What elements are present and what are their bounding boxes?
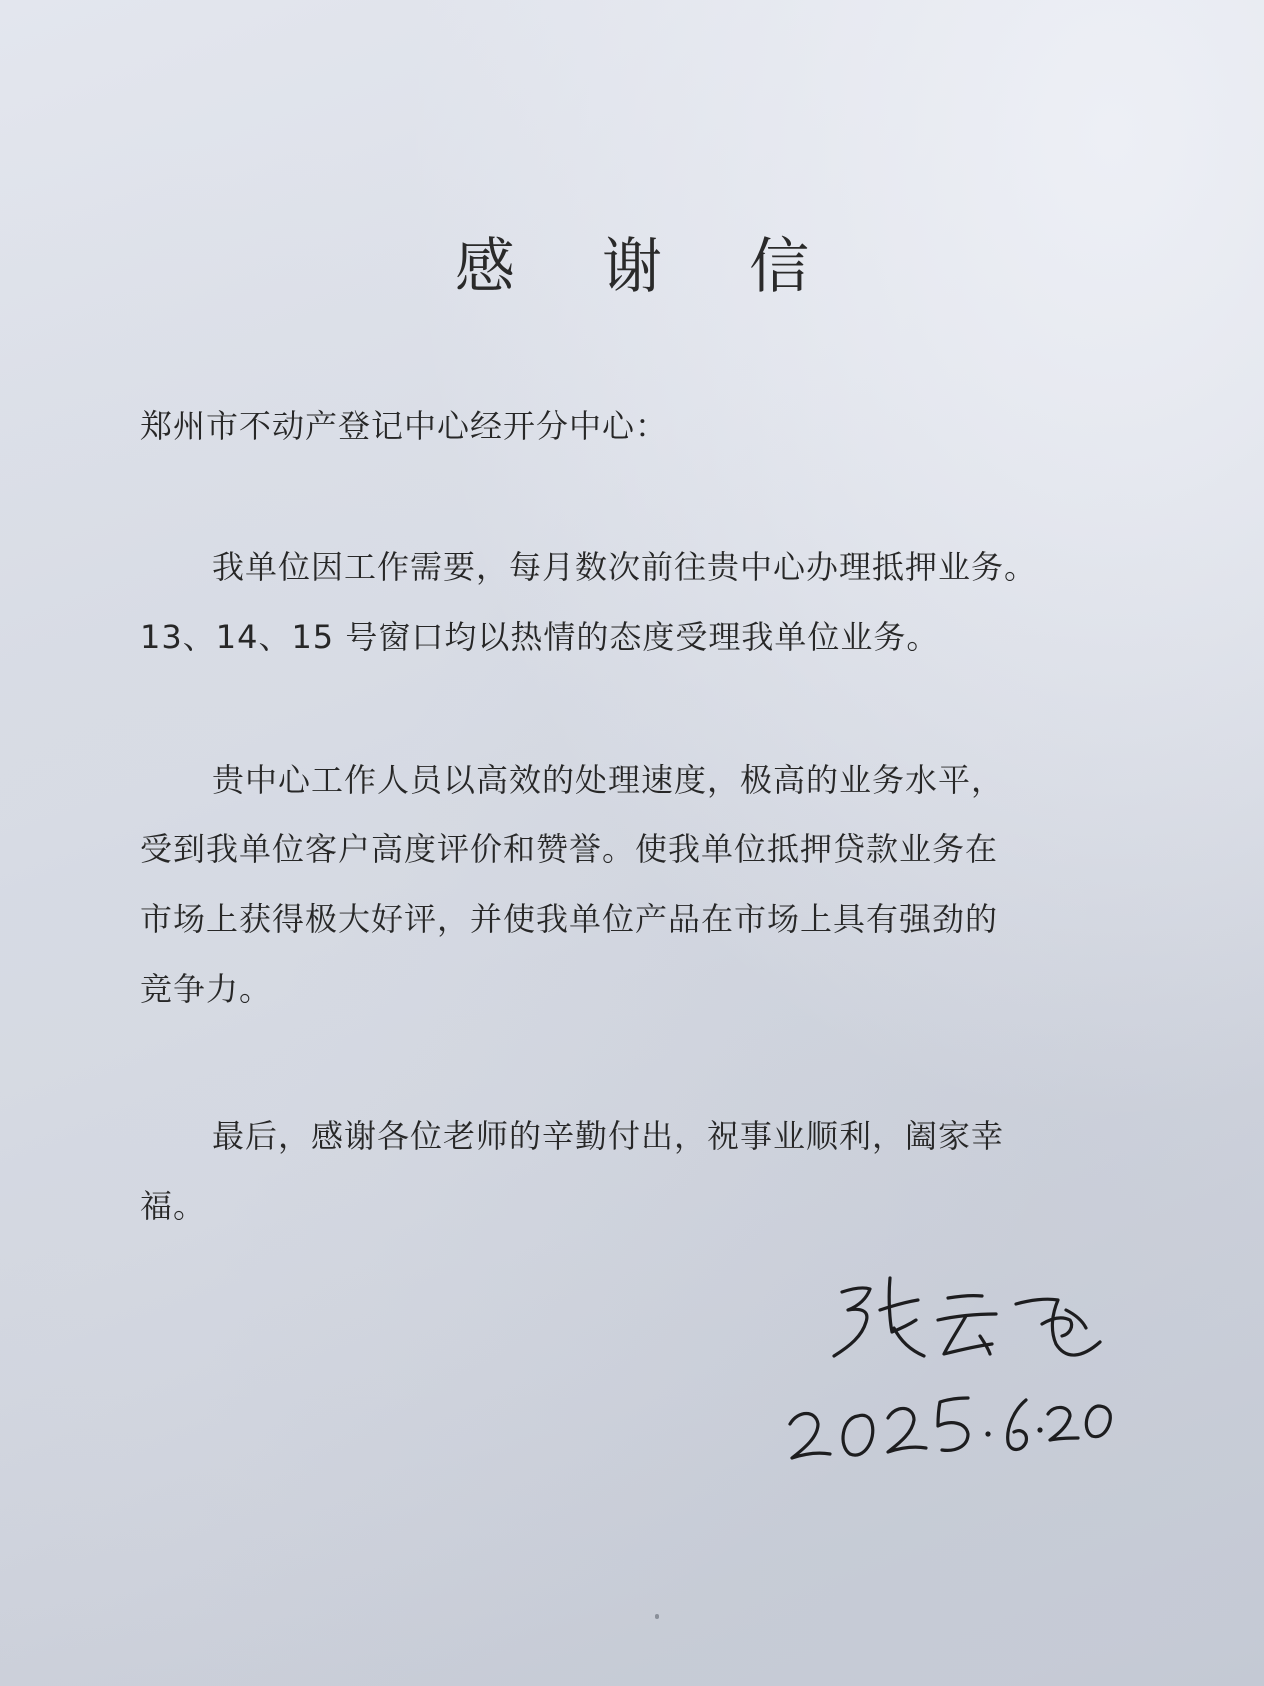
paragraph-2-line-1: 贵中心工作人员以高效的处理速度，极高的业务水平， <box>212 761 1005 799</box>
paragraph-1-line-2: 13、14、15 号窗口均以热情的态度受理我单位业务。 <box>140 618 940 656</box>
handwritten-date <box>780 1380 1120 1470</box>
salutation: 郑州市不动产登记中心经开分中心： <box>140 407 669 445</box>
paragraph-2-line-2: 受到我单位客户高度评价和赞誉。使我单位抵押贷款业务在 <box>140 830 999 868</box>
paragraph-3-line-2: 福。 <box>140 1187 207 1225</box>
handwritten-signature <box>820 1270 1120 1380</box>
paragraph-2-line-3: 市场上获得极大好评，并使我单位产品在市场上具有强劲的 <box>140 900 999 938</box>
paper-speck <box>655 1614 659 1619</box>
paragraph-3-line-1: 最后，感谢各位老师的辛勤付出，祝事业顺利，阖家幸 <box>212 1117 1005 1155</box>
letter-title: 感 谢 信 <box>454 232 844 302</box>
paragraph-2-line-4: 竞争力。 <box>140 970 273 1008</box>
paragraph-1-line-1: 我单位因工作需要，每月数次前往贵中心办理抵押业务。 <box>212 548 1038 586</box>
